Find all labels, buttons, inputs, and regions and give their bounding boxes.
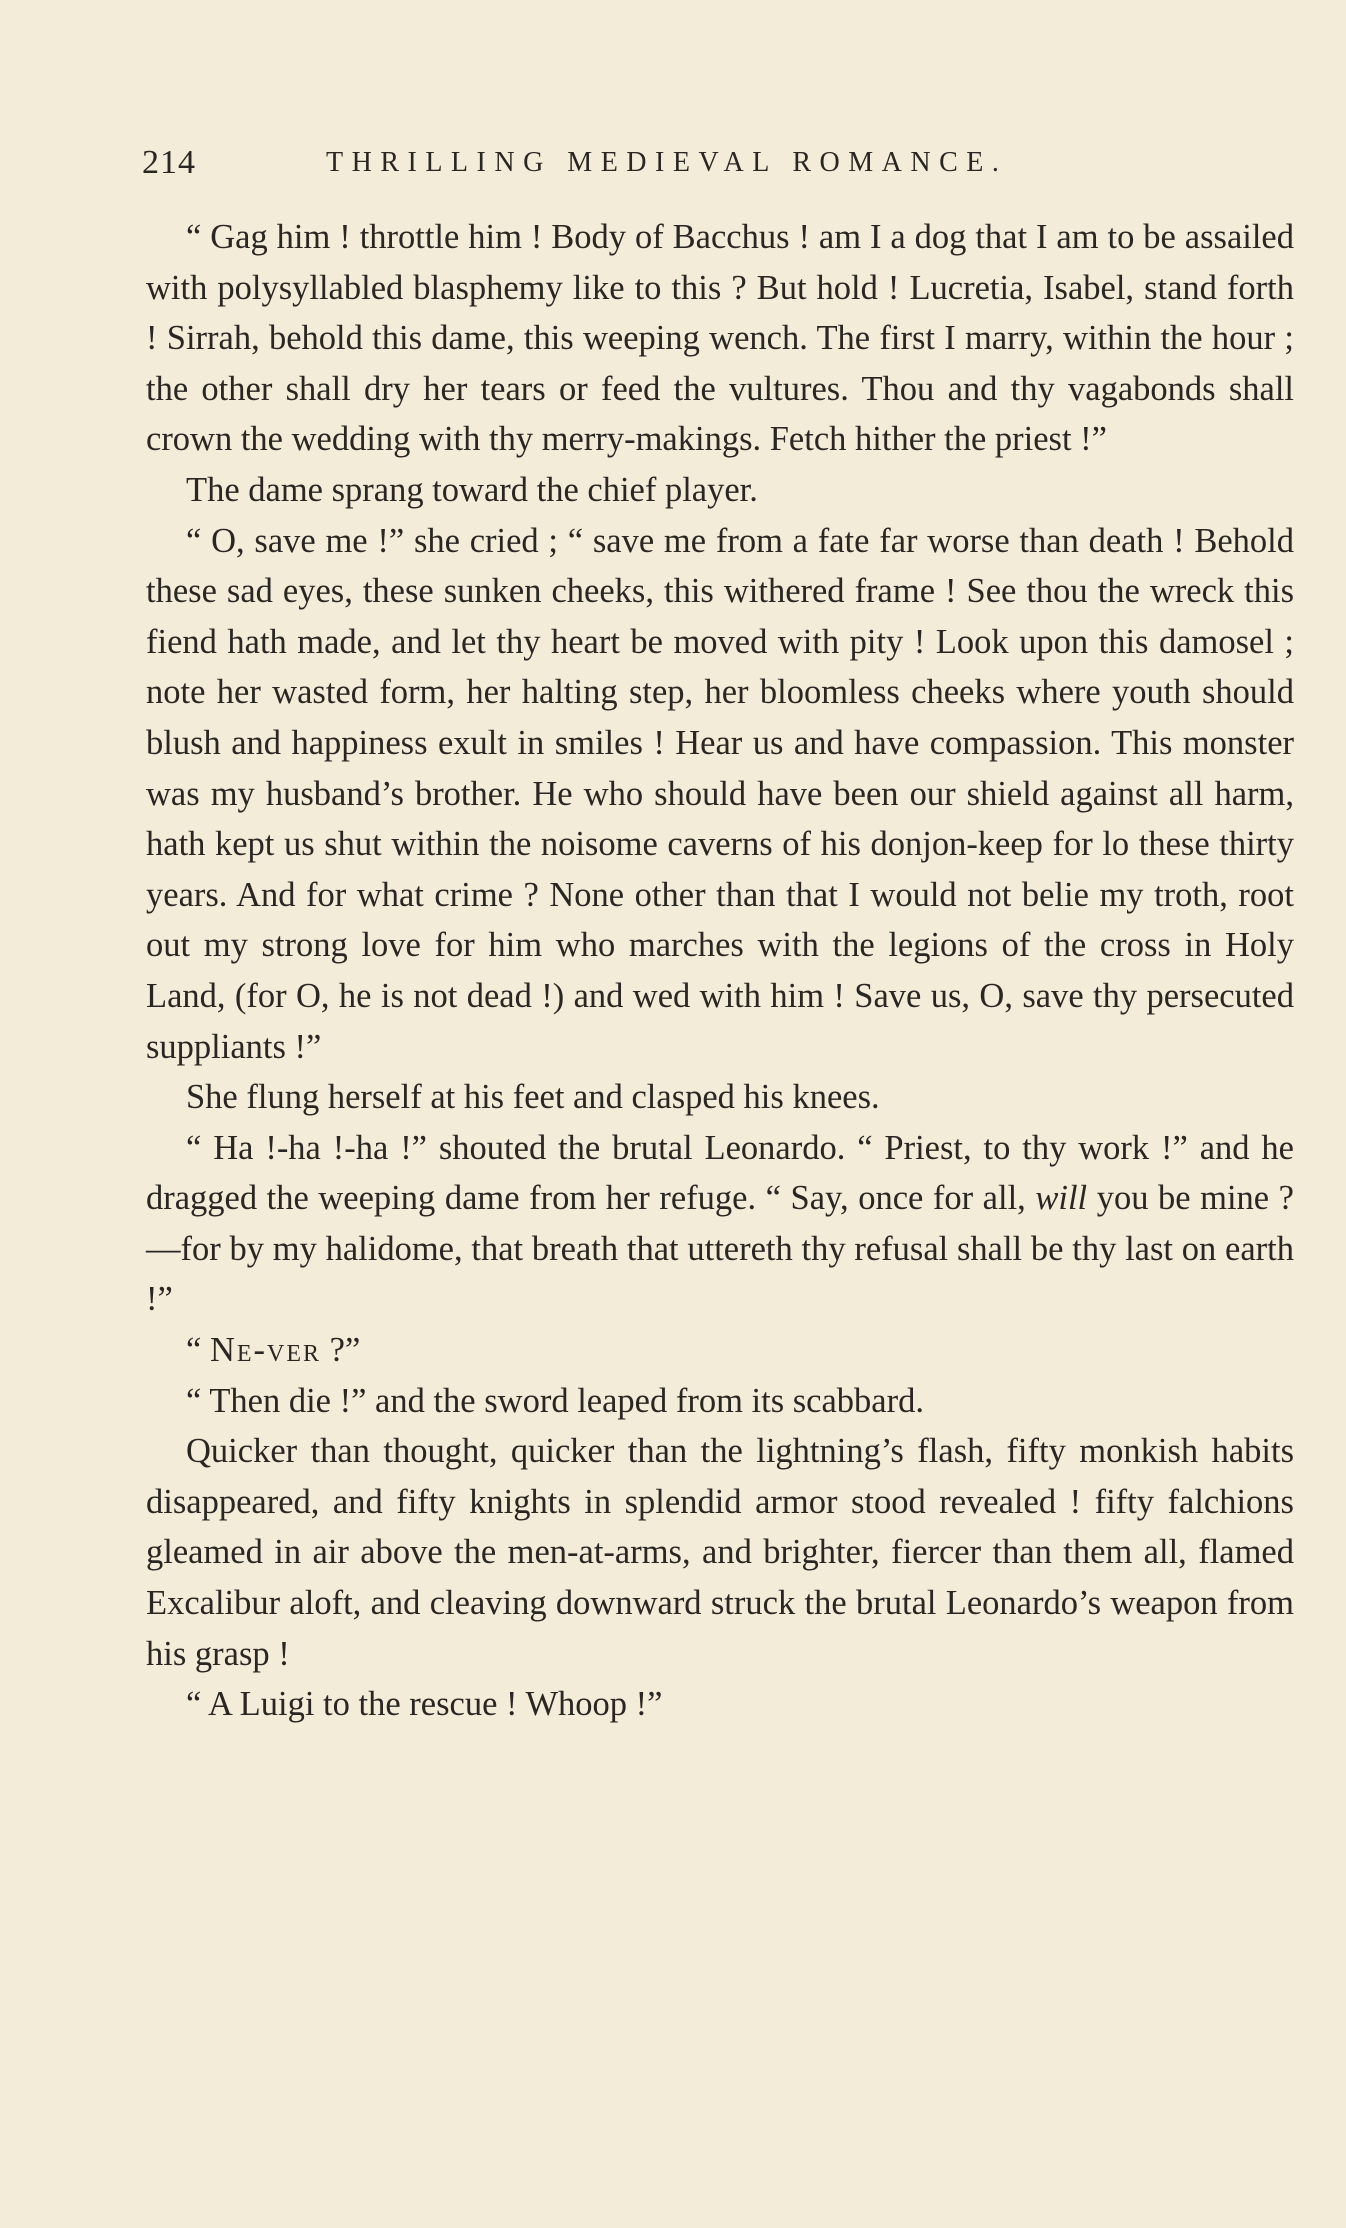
open-quote: “ xyxy=(186,1331,210,1370)
paragraph xyxy=(146,1325,1294,1376)
paragraph: “ A Luigi to the rescue ! Whoop !” xyxy=(186,1685,663,1724)
paragraph-text: you be mine ?—for by my halidome, that breath that uttereth thy refusal shall be thy last on earth !” xyxy=(146,1179,1294,1319)
paragraph: Quicker than thought, quicker than the lightning’s flash, fifty monkish habits disappeared, and fifty knights in splendid armor stood revealed ! fifty falchions gleamed in air above the men-at-arms, and brighter, fiercer than them all, flamed Excalibur aloft, and cleaving downward struck the brutal Leonardo’s weapon from his grasp ! xyxy=(146,1432,1294,1673)
paragraph: She flung herself at his feet and clasped his knees. xyxy=(186,1078,880,1117)
paragraph xyxy=(146,1123,1294,1325)
paragraph: The dame sprang toward the chief player. xyxy=(186,470,758,509)
small-caps-word: Ne-ver xyxy=(209,1331,322,1370)
running-head xyxy=(142,138,1292,188)
paragraph: “ O, save me !” she cried ; “ save me from a fate far worse than death ! Behold these sad eyes, these sunken cheeks, this withered frame ! See thou the wreck this fiend hath made, and let thy heart be moved with pity ! Look upon this damosel ; note her wasted form, her halting step, her bloomless cheeks where youth should blush and happiness exult in smiles ! Hear us and have compassion. This monster was my husband’s brother. He who should have been our shield against all harm, hath kept us shut within the noisome caverns of his donjon-keep for lo these thirty years. And for what crime ? None other than that I would not belie my troth, root out my strong love for him who marches with the legions of the cross in Holy Land, (for O, he is not dead !) and wed with him ! Save us, O, save thy persecuted suppliants !” xyxy=(146,521,1294,1066)
paragraph-text: “ Ha !-ha !-ha !” shouted the brutal Leonardo. “ Priest, to thy work !” and he dragged the weeping dame from her refuge. “ Say, once for all, xyxy=(146,1128,1294,1218)
close-quote: ?” xyxy=(321,1331,361,1370)
page-number: 214 xyxy=(142,144,196,181)
paragraph: “ Gag him ! throttle him ! Body of Bacchus ! am I a dog that I am to be assailed with polysyllabled blasphemy like to this ? But hold ! Lucretia, Isabel, stand forth ! Sirrah, behold this dame, this weeping wench. The first I marry, within the hour ; the other shall dry her tears or feed the vultures. Thou and thy vagabonds shall crown the wedding with thy merry-makings. Fetch hither the priest !” xyxy=(146,218,1294,459)
body-text xyxy=(146,212,1294,1730)
running-title: THRILLING MEDIEVAL ROMANCE. xyxy=(326,147,1008,178)
emphasized-word: will xyxy=(1035,1179,1088,1218)
paragraph: “ Then die !” and the sword leaped from its scabbard. xyxy=(186,1381,924,1420)
